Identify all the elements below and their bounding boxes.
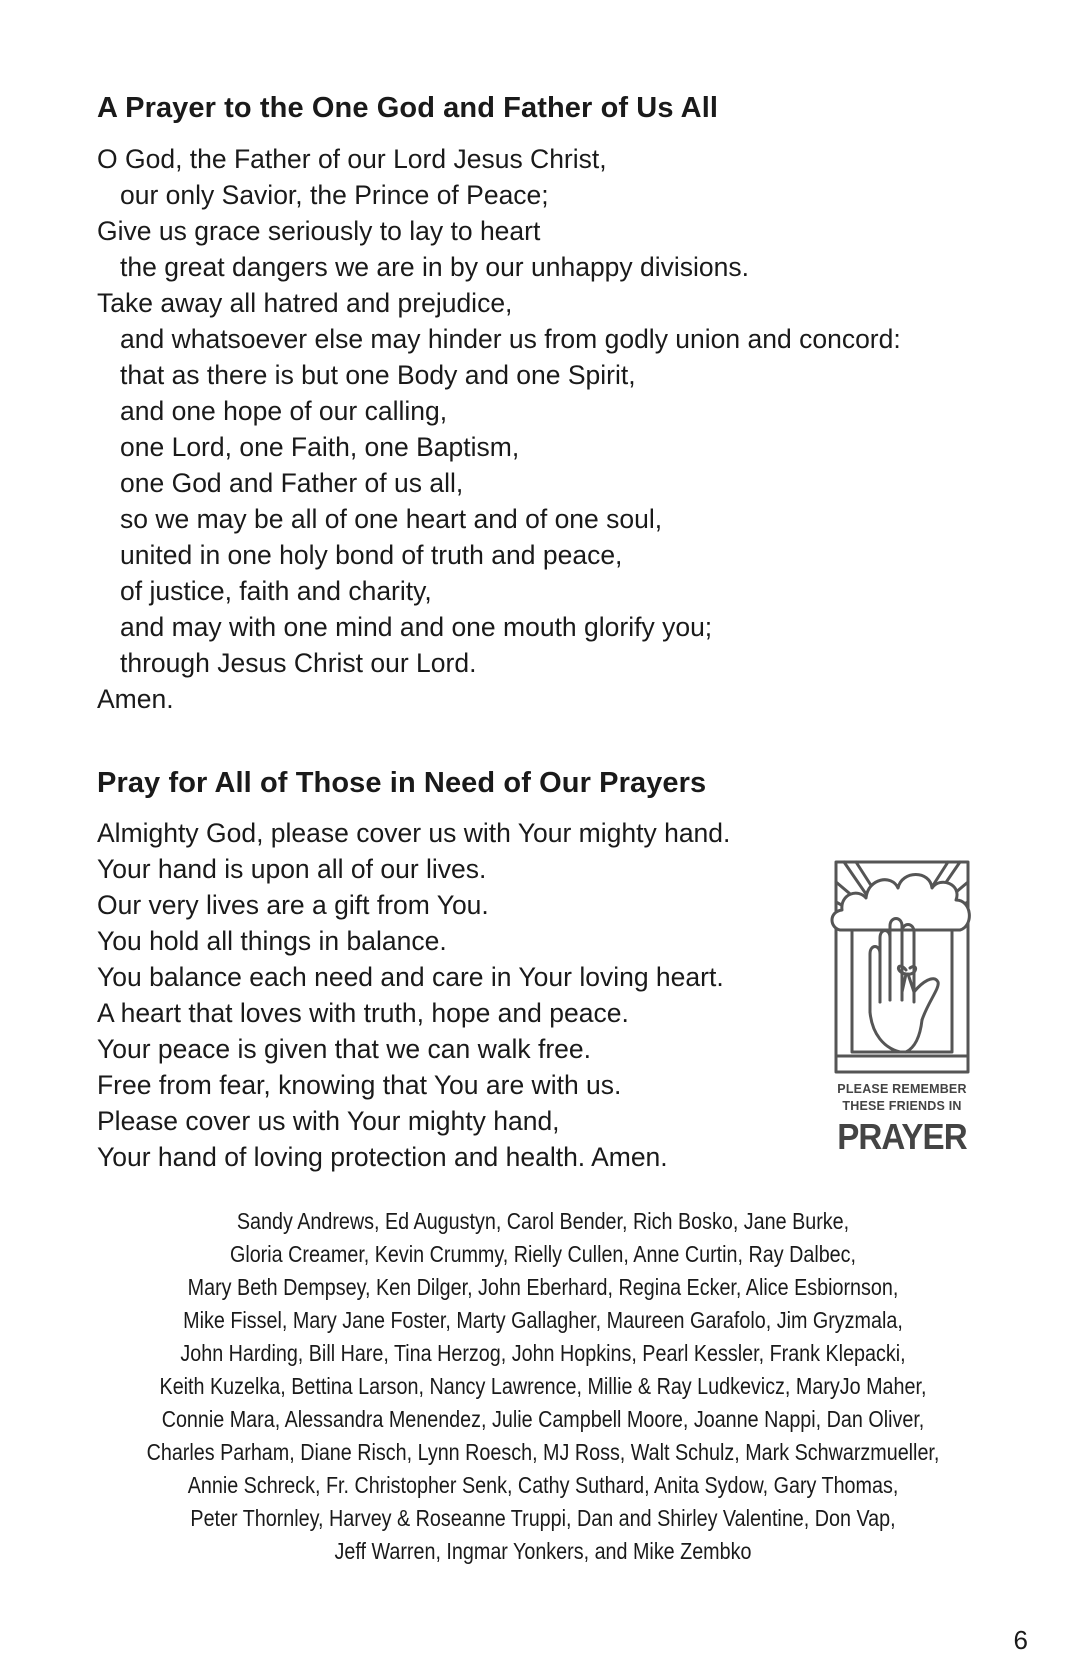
logo-caption-line-1: PLEASE REMEMBER — [837, 1082, 967, 1096]
prayer-line: You hold all things in balance. — [97, 926, 447, 956]
prayer-2-title: Pray for All of Those in Need of Our Prayers — [97, 767, 707, 799]
names-line: Mary Beth Dempsey, Ken Dilger, John Eberhard, Regina Ecker, Alice Esbiornson, — [187, 1274, 899, 1300]
prayer-line: through Jesus Christ our Lord. — [120, 648, 477, 678]
prayer-line: one God and Father of us all, — [120, 468, 464, 498]
names-line: Gloria Creamer, Kevin Crummy, Rielly Cullen, Anne Curtin, Ray Dalbec, — [229, 1241, 857, 1267]
prayer-line: You balance each need and care in Your loving heart. — [97, 962, 724, 992]
prayer-line: Give us grace seriously to lay to heart — [97, 216, 541, 246]
prayer-1-body — [97, 141, 901, 717]
prayer-line: Your peace is given that we can walk free. — [97, 1034, 591, 1064]
prayer-line: so we may be all of one heart and of one soul, — [120, 504, 663, 534]
names-line: Annie Schreck, Fr. Christopher Senk, Cathy Suthard, Anita Sydow, Gary Thomas, — [187, 1472, 899, 1498]
logo-caption-word: PRAYER — [837, 1116, 967, 1157]
prayer-line: Our very lives are a gift from You. — [97, 890, 489, 920]
prayer-line: Take away all hatred and prejudice, — [97, 288, 513, 318]
prayer-line: Please cover us with Your mighty hand, — [97, 1106, 560, 1136]
prayer-line: O God, the Father of our Lord Jesus Christ, — [97, 144, 607, 174]
prayer-line: our only Savior, the Prince of Peace; — [120, 180, 549, 210]
prayer-line: Your hand is upon all of our lives. — [97, 854, 487, 884]
names-line: Jeff Warren, Ingmar Yonkers, and Mike Zembko — [334, 1538, 752, 1564]
prayer-line: and may with one mind and one mouth glorify you; — [120, 612, 713, 642]
prayer-names-list — [120, 1205, 965, 1568]
names-line: Mike Fissel, Mary Jane Foster, Marty Gallagher, Maureen Garafolo, Jim Gryzmala, — [183, 1307, 903, 1333]
names-line: Peter Thornley, Harvey & Roseanne Truppi, Dan and Shirley Valentine, Don Vap, — [190, 1505, 896, 1531]
praying-hand-icon — [822, 842, 982, 1078]
names-line: Keith Kuzelka, Bettina Larson, Nancy Lawrence, Millie & Ray Ludkevicz, MaryJo Maher, — [159, 1373, 927, 1399]
prayer-line: and one hope of our calling, — [120, 396, 448, 426]
prayer-line: and whatsoever else may hinder us from godly union and concord: — [120, 324, 901, 354]
prayer-remember-logo — [822, 842, 982, 1162]
prayer-2-body — [97, 815, 730, 1175]
prayer-line: Amen. — [97, 684, 174, 714]
prayer-line: one Lord, one Faith, one Baptism, — [120, 432, 520, 462]
prayer-line: of justice, faith and charity, — [120, 576, 432, 606]
prayer-line: that as there is but one Body and one Spirit, — [120, 360, 636, 390]
prayer-line: united in one holy bond of truth and peace, — [120, 540, 623, 570]
names-line: John Harding, Bill Hare, Tina Herzog, John Hopkins, Pearl Kessler, Frank Klepacki, — [180, 1340, 906, 1366]
logo-caption-line-2: THESE FRIENDS IN — [842, 1099, 962, 1113]
prayer-line: Your hand of loving protection and health. Amen. — [97, 1142, 668, 1172]
prayer-line: Free from fear, knowing that You are with us. — [97, 1070, 622, 1100]
prayer-line: Almighty God, please cover us with Your mighty hand. — [97, 818, 731, 848]
names-line: Connie Mara, Alessandra Menendez, Julie Campbell Moore, Joanne Nappi, Dan Oliver, — [161, 1406, 925, 1432]
names-line: Sandy Andrews, Ed Augustyn, Carol Bender, Rich Bosko, Jane Burke, — [236, 1208, 850, 1234]
prayer-line: A heart that loves with truth, hope and peace. — [97, 998, 629, 1028]
prayer-1-title: A Prayer to the One God and Father of Us All — [97, 92, 719, 124]
prayer-line: the great dangers we are in by our unhappy divisions. — [120, 252, 750, 282]
names-line: Charles Parham, Diane Risch, Lynn Roesch, MJ Ross, Walt Schulz, Mark Schwarzmueller, — [146, 1439, 940, 1465]
page-number: 6 — [1013, 1625, 1028, 1655]
